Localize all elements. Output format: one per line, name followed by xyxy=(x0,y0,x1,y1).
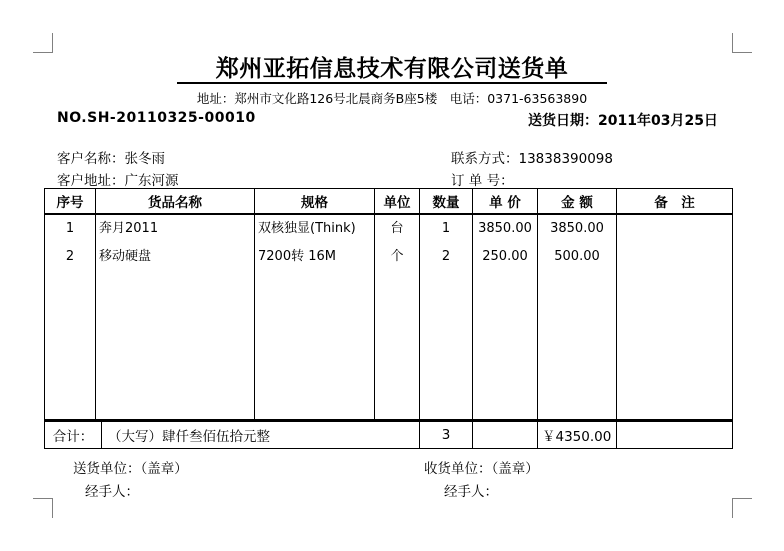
total-unit-price xyxy=(473,421,538,449)
customer-address-label: 客户地址： xyxy=(57,173,125,189)
order-number xyxy=(451,169,514,189)
cell-amount: 500.00 xyxy=(554,249,600,264)
company-address-line: 地址：郑州市文化路126号北晨商务B座5楼 电话：0371-63563890 xyxy=(196,91,588,106)
customer-contact-label: 联系方式： xyxy=(451,151,519,167)
table-header-row xyxy=(45,189,733,215)
total-row-table xyxy=(44,420,733,449)
header-qty: 数量 xyxy=(420,189,473,215)
receiver-stamp-label: 收货单位：（盖章） xyxy=(424,461,539,477)
header-spec: 规格 xyxy=(255,189,375,215)
items-table-wrap xyxy=(44,188,732,449)
cell-amount: 3850.00 xyxy=(550,221,604,236)
header-unit: 单位 xyxy=(375,189,420,215)
total-qty: 3 xyxy=(420,421,473,449)
header-amount: 金 额 xyxy=(538,189,617,215)
items-table xyxy=(44,188,733,420)
col-amount xyxy=(538,214,617,420)
col-unit xyxy=(375,214,420,420)
cell-qty: 2 xyxy=(441,249,451,264)
order-number-label: 订 单 号： xyxy=(451,173,514,189)
document-number: NO.SH-20110325-00010 xyxy=(57,110,256,126)
crop-mark-bottom-left-icon xyxy=(33,498,53,518)
delivery-date-value: 2011年03月25日 xyxy=(598,113,718,129)
header-unit-price: 单 价 xyxy=(473,189,538,215)
cell-unit-price: 3850.00 xyxy=(478,221,532,236)
cell-remark xyxy=(617,215,732,243)
customer-contact xyxy=(451,147,613,167)
customer-address xyxy=(57,169,179,189)
delivery-date xyxy=(528,110,718,130)
customer-name-label: 客户名称： xyxy=(57,151,125,167)
total-row xyxy=(45,421,733,449)
col-spec xyxy=(255,214,375,420)
delivery-date-label: 送货日期： xyxy=(528,113,598,129)
cell-remark xyxy=(617,243,732,271)
cell-seq: 1 xyxy=(65,221,75,236)
col-remark xyxy=(617,214,733,420)
customer-contact-value: 13838390098 xyxy=(518,151,613,167)
sender-handler-label: 经手人： xyxy=(85,484,139,500)
table-body-row xyxy=(45,214,733,420)
customer-name xyxy=(57,147,165,167)
cell-item-name: 奔月2011 xyxy=(99,221,159,236)
title-underline xyxy=(177,82,607,84)
cell-item-name: 移动硬盘 xyxy=(99,249,152,264)
cell-qty: 1 xyxy=(441,221,451,236)
total-amount: ￥4350.00 xyxy=(538,421,617,449)
total-amount-in-words: （大写）肆仟叁佰伍拾元整 xyxy=(102,421,420,449)
header-remark: 备 注 xyxy=(617,189,733,215)
col-item-name xyxy=(96,214,255,420)
receiver-handler-label: 经手人： xyxy=(444,484,498,500)
header-item-name: 货品名称 xyxy=(96,189,255,215)
col-unit-price xyxy=(473,214,538,420)
crop-mark-bottom-right-icon xyxy=(732,498,752,518)
col-seq xyxy=(45,214,96,420)
col-qty xyxy=(420,214,473,420)
header-seq: 序号 xyxy=(45,189,96,215)
customer-name-value: 张冬雨 xyxy=(124,151,165,167)
cell-spec: 7200转 16M xyxy=(258,249,336,264)
page-title: 郑州亚拓信息技术有限公司送货单 xyxy=(215,56,569,82)
cell-unit-price: 250.00 xyxy=(482,249,528,264)
cell-unit: 个 xyxy=(390,249,404,264)
total-remark xyxy=(617,421,733,449)
sender-stamp-label: 送货单位：（盖章） xyxy=(73,461,188,477)
customer-address-value: 广东河源 xyxy=(124,173,179,189)
total-label: 合计： xyxy=(45,421,102,449)
cell-unit: 台 xyxy=(390,221,404,236)
cell-seq: 2 xyxy=(65,249,75,264)
cell-spec: 双核独显(Think) xyxy=(258,221,356,236)
